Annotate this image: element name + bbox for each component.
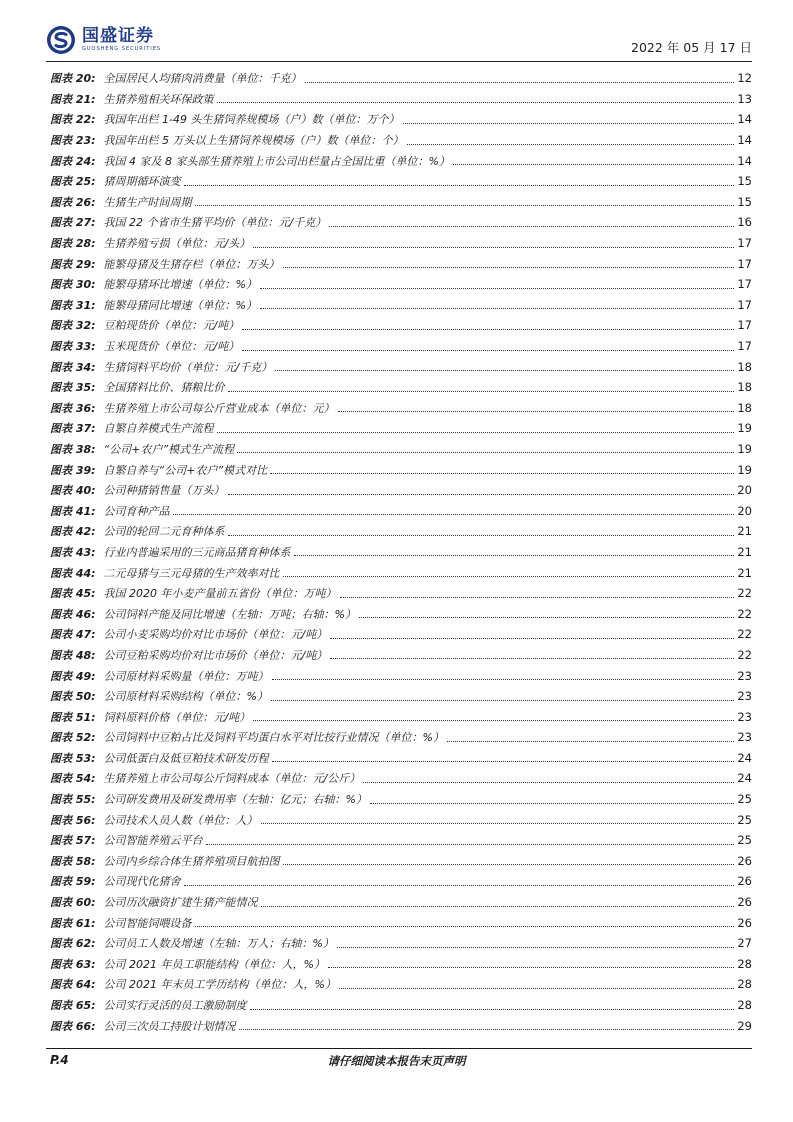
figure-label: 图表 58:	[50, 854, 96, 868]
dot-leader	[275, 370, 734, 371]
figure-page-number: 19	[737, 421, 752, 436]
toc-entry[interactable]	[50, 315, 752, 336]
figure-page-number: 17	[737, 297, 752, 312]
toc-entry[interactable]	[50, 418, 752, 439]
company-logo	[46, 22, 161, 58]
figure-label: 图表 65:	[50, 999, 96, 1013]
dot-leader	[217, 432, 735, 433]
figure-page-number: 17	[737, 339, 752, 354]
figure-page-number: 26	[737, 895, 752, 910]
toc-entry[interactable]	[50, 150, 752, 171]
figure-page-number: 28	[737, 977, 752, 992]
toc-entry[interactable]	[50, 89, 752, 110]
figure-title: 生猪养殖上市公司每公斤营业成本（单位：元）	[103, 401, 335, 415]
dot-leader	[195, 926, 735, 927]
figure-label: 图表 52:	[50, 731, 96, 745]
figure-label: 图表 37:	[50, 422, 96, 436]
dot-leader	[237, 452, 734, 453]
figure-page-number: 26	[737, 915, 752, 930]
figure-label: 图表 31:	[50, 298, 96, 312]
toc-entry[interactable]	[50, 500, 752, 521]
figure-title: 公司 2021 年员工职能结构（单位：人，%）	[103, 957, 325, 971]
toc-entry[interactable]	[50, 706, 752, 727]
figure-page-number: 21	[737, 565, 752, 580]
toc-entry[interactable]	[50, 748, 752, 769]
figure-page-number: 29	[737, 1018, 752, 1033]
figure-title: 生猪养殖上市公司每公斤饲料成本（单位：元/公斤）	[103, 772, 361, 786]
figure-label: 图表 42:	[50, 525, 96, 539]
footer-divider	[46, 1048, 752, 1049]
figure-title: 公司育种产品	[103, 504, 170, 518]
figure-page-number: 14	[737, 133, 752, 148]
dot-leader	[272, 761, 735, 762]
figure-title: 行业内普遍采用的三元商品猪育种体系	[103, 545, 291, 559]
figure-page-number: 26	[737, 853, 752, 868]
figure-title: 公司现代化猪舍	[103, 875, 181, 889]
figure-page-number: 27	[737, 936, 752, 951]
figure-label: 图表 33:	[50, 340, 96, 354]
figure-title: 自繁自养与“公司+农户”模式对比	[103, 463, 268, 477]
figure-label: 图表 46:	[50, 607, 96, 621]
toc-entry[interactable]	[50, 68, 752, 89]
toc-entry[interactable]	[50, 954, 752, 975]
dot-leader	[283, 576, 735, 577]
page-number: P.4	[50, 1053, 69, 1067]
dot-leader	[271, 700, 734, 701]
dot-leader	[370, 803, 734, 804]
figure-label: 图表 62:	[50, 937, 96, 951]
toc-entry[interactable]	[50, 398, 752, 419]
toc-entry[interactable]	[50, 686, 752, 707]
toc-entry[interactable]	[50, 233, 752, 254]
figure-label: 图表 54:	[50, 772, 96, 786]
dot-leader	[250, 1009, 735, 1010]
figure-page-number: 25	[737, 812, 752, 827]
toc-entry[interactable]	[50, 995, 752, 1016]
figure-label: 图表 51:	[50, 710, 96, 724]
figure-title: 豆粕现货价（单位：元/吨）	[103, 319, 240, 333]
figure-page-number: 15	[737, 174, 752, 189]
figure-label: 图表 23:	[50, 134, 96, 148]
figure-page-number: 23	[737, 730, 752, 745]
toc-entry[interactable]	[50, 377, 752, 398]
dot-leader	[330, 658, 734, 659]
figure-title: 公司内乡综合体生猪养殖项目航拍图	[103, 854, 280, 868]
figure-label: 图表 64:	[50, 978, 96, 992]
figure-page-number: 25	[737, 792, 752, 807]
dot-leader	[283, 267, 735, 268]
figure-label: 图表 41:	[50, 504, 96, 518]
dot-leader	[184, 185, 735, 186]
figure-page-number: 26	[737, 874, 752, 889]
figure-label: 图表 22:	[50, 113, 96, 127]
figure-label: 图表 32:	[50, 319, 96, 333]
figure-label: 图表 45:	[50, 587, 96, 601]
figure-page-number: 14	[737, 153, 752, 168]
report-date: 2022 年 05 月 17 日	[631, 40, 752, 55]
figure-label: 图表 38:	[50, 442, 96, 456]
figure-page-number: 18	[737, 359, 752, 374]
figure-label: 图表 48:	[50, 648, 96, 662]
figure-page-number: 19	[737, 462, 752, 477]
dot-leader	[217, 102, 735, 103]
figure-title: 自繁自养模式生产流程	[103, 422, 214, 436]
figure-page-number: 17	[737, 318, 752, 333]
toc-entry[interactable]	[50, 933, 752, 954]
dot-leader	[261, 823, 735, 824]
figure-title: 全国居民人均猪肉消费量（单位：千克）	[103, 72, 302, 86]
toc-entry[interactable]	[50, 809, 752, 830]
figure-page-number: 17	[737, 256, 752, 271]
figure-title: 公司饲料中豆粕占比及饲料平均蛋白水平对比按行业情况（单位：%）	[103, 731, 444, 745]
figure-page-number: 23	[737, 709, 752, 724]
figure-page-number: 19	[737, 441, 752, 456]
figure-page-number: 15	[737, 194, 752, 209]
dot-leader	[447, 741, 734, 742]
dot-leader	[338, 411, 735, 412]
toc-entry[interactable]	[50, 439, 752, 460]
figure-label: 图表 56:	[50, 813, 96, 827]
dot-leader	[272, 679, 735, 680]
figure-page-number: 22	[737, 606, 752, 621]
figure-label: 图表 40:	[50, 484, 96, 498]
figure-title: 公司智能养殖云平台	[103, 834, 203, 848]
dot-leader	[260, 308, 734, 309]
toc-entry[interactable]	[50, 521, 752, 542]
toc-entry[interactable]	[50, 253, 752, 274]
figure-label: 图表 59:	[50, 875, 96, 889]
figure-page-number: 14	[737, 112, 752, 127]
page-header	[46, 22, 752, 58]
toc-entry[interactable]	[50, 583, 752, 604]
toc-entry[interactable]	[50, 665, 752, 686]
figure-title: “公司+农户”模式生产流程	[103, 442, 235, 456]
dot-leader	[339, 988, 734, 989]
figure-label: 图表 21:	[50, 92, 96, 106]
figure-title: 饲料原料价格（单位：元/吨）	[103, 710, 251, 724]
figure-title: 我国 4 家及 8 家头部生猪养殖上市公司出栏量占全国比重（单位：%）	[103, 154, 450, 168]
figure-title: 公司 2021 年末员工学历结构（单位：人，%）	[103, 978, 336, 992]
figure-page-number: 18	[737, 380, 752, 395]
figure-page-number: 17	[737, 236, 752, 251]
toc-entry[interactable]	[50, 480, 752, 501]
header-divider	[46, 61, 752, 62]
toc-entry[interactable]	[50, 542, 752, 563]
dot-leader	[337, 947, 734, 948]
logo-english-name: GUOSHENG SECURITIES	[82, 46, 162, 52]
figure-title: 生猪生产时间周期	[103, 195, 192, 209]
dot-leader	[206, 844, 735, 845]
figure-page-number: 21	[737, 544, 752, 559]
figure-title: 公司原材料采购量（单位：万吨）	[103, 669, 269, 683]
figure-label: 图表 29:	[50, 257, 96, 271]
toc-entry[interactable]	[50, 871, 752, 892]
figure-page-number: 25	[737, 833, 752, 848]
toc-entry[interactable]	[50, 645, 752, 666]
figure-page-number: 12	[737, 71, 752, 86]
figure-page-number: 20	[737, 503, 752, 518]
figure-label: 图表 43:	[50, 545, 96, 559]
disclaimer-notice: 请仔细阅读本报告末页声明	[327, 1054, 466, 1068]
dot-leader	[228, 494, 735, 495]
figure-title: 公司三次员工持股计划情况	[103, 1019, 236, 1033]
figure-label: 图表 44:	[50, 566, 96, 580]
figure-page-number: 22	[737, 647, 752, 662]
figure-label: 图表 30:	[50, 278, 96, 292]
dot-leader	[453, 164, 734, 165]
figure-page-number: 22	[737, 627, 752, 642]
figure-label: 图表 28:	[50, 237, 96, 251]
figure-label: 图表 24:	[50, 154, 96, 168]
dot-leader	[407, 144, 735, 145]
dot-leader	[363, 782, 734, 783]
dot-leader	[403, 123, 735, 124]
figure-title: 公司智能饲喂设备	[103, 916, 192, 930]
toc-entry[interactable]	[50, 192, 752, 213]
figure-title: 公司研发费用及研发费用率（左轴：亿元；右轴：%）	[103, 793, 367, 807]
dot-leader	[305, 82, 735, 83]
figure-title: 我国年出栏 1-49 头生猪饲养规模场（户）数（单位：万个）	[103, 113, 400, 127]
figure-label: 图表 20:	[50, 72, 96, 86]
figure-title: 公司低蛋白及低豆粕技术研发历程	[103, 751, 269, 765]
dot-leader	[261, 906, 735, 907]
figure-title: 公司种猪销售量（万头）	[103, 484, 225, 498]
dot-leader	[253, 247, 734, 248]
guosheng-logo-icon	[46, 25, 76, 55]
figure-title: 玉米现货价（单位：元/吨）	[103, 340, 240, 354]
dot-leader	[260, 288, 734, 289]
toc-entry[interactable]	[50, 171, 752, 192]
toc-entry[interactable]	[50, 274, 752, 295]
figure-title: 生猪养殖亏损（单位：元/头）	[103, 237, 251, 251]
figure-title: 公司历次融资扩建生猪产能情况	[103, 896, 258, 910]
figure-title: 公司员工人数及增速（左轴：万人；右轴：%）	[103, 937, 334, 951]
figure-title: 公司小麦采购均价对比市场价（单位：元/吨）	[103, 628, 328, 642]
dot-leader	[329, 226, 734, 227]
toc-entry[interactable]	[50, 727, 752, 748]
figure-title: 我国年出栏 5 万头以上生猪饲养规模场（户）数（单位：个）	[103, 134, 404, 148]
toc-entry[interactable]	[50, 130, 752, 151]
dot-leader	[239, 1029, 735, 1030]
toc-entry[interactable]	[50, 562, 752, 583]
dot-leader	[294, 555, 735, 556]
figure-page-number: 17	[737, 277, 752, 292]
figure-page-number: 13	[737, 91, 752, 106]
toc-entry[interactable]	[50, 789, 752, 810]
figure-label: 图表 53:	[50, 751, 96, 765]
toc-entry[interactable]	[50, 1015, 752, 1036]
figure-label: 图表 55:	[50, 793, 96, 807]
figure-label: 图表 66:	[50, 1019, 96, 1033]
figure-label: 图表 25:	[50, 175, 96, 189]
figure-label: 图表 27:	[50, 216, 96, 230]
figure-label: 图表 26:	[50, 195, 96, 209]
figure-page-number: 21	[737, 524, 752, 539]
figure-label: 图表 63:	[50, 957, 96, 971]
dot-leader	[328, 967, 734, 968]
figure-title: 公司的轮回二元育种体系	[103, 525, 225, 539]
figure-title: 能繁母猪环比增速（单位：%）	[103, 278, 257, 292]
figure-label: 图表 36:	[50, 401, 96, 415]
figure-title: 公司技术人员人数（单位：人）	[103, 813, 258, 827]
figure-label: 图表 60:	[50, 896, 96, 910]
figure-title: 生猪饲料平均价（单位：元/千克）	[103, 360, 273, 374]
figure-label: 图表 50:	[50, 690, 96, 704]
figure-title: 猪周期循环演变	[103, 175, 181, 189]
figure-title: 能繁母猪及生猪存栏（单位：万头）	[103, 257, 280, 271]
toc-entry[interactable]	[50, 295, 752, 316]
dot-leader	[195, 205, 735, 206]
figure-index-list	[50, 68, 752, 1036]
figure-title: 全国猪料比价、猪粮比价	[103, 381, 225, 395]
toc-entry[interactable]	[50, 851, 752, 872]
figure-page-number: 16	[737, 215, 752, 230]
dot-leader	[283, 864, 735, 865]
figure-label: 图表 49:	[50, 669, 96, 683]
figure-page-number: 20	[737, 483, 752, 498]
figure-label: 图表 35:	[50, 381, 96, 395]
toc-entry[interactable]	[50, 892, 752, 913]
dot-leader	[359, 617, 734, 618]
figure-page-number: 28	[737, 956, 752, 971]
toc-entry[interactable]	[50, 768, 752, 789]
figure-title: 我国 2020 年小麦产量前五省份（单位：万吨）	[103, 587, 337, 601]
figure-title: 公司实行灵活的员工激励制度	[103, 999, 247, 1013]
dot-leader	[184, 885, 735, 886]
figure-title: 生猪养殖相关环保政策	[103, 92, 214, 106]
figure-page-number: 28	[737, 998, 752, 1013]
toc-entry[interactable]	[50, 830, 752, 851]
dot-leader	[228, 535, 735, 536]
dot-leader	[330, 638, 734, 639]
toc-entry[interactable]	[50, 336, 752, 357]
figure-title: 公司豆粕采购均价对比市场价（单位：元/吨）	[103, 648, 328, 662]
toc-entry[interactable]	[50, 356, 752, 377]
figure-label: 图表 47:	[50, 628, 96, 642]
figure-page-number: 24	[737, 771, 752, 786]
toc-entry[interactable]	[50, 912, 752, 933]
dot-leader	[228, 391, 735, 392]
dot-leader	[340, 597, 735, 598]
dot-leader	[173, 514, 735, 515]
dot-leader	[242, 350, 734, 351]
figure-title: 公司原材料采购结构（单位：%）	[103, 690, 268, 704]
figure-label: 图表 34:	[50, 360, 96, 374]
figure-page-number: 18	[737, 400, 752, 415]
dot-leader	[242, 329, 734, 330]
dot-leader	[270, 473, 734, 474]
toc-entry[interactable]	[50, 109, 752, 130]
toc-entry[interactable]	[50, 974, 752, 995]
toc-entry[interactable]	[50, 212, 752, 233]
logo-chinese-name: 国盛证券	[82, 26, 154, 46]
figure-title: 公司饲料产能及同比增速（左轴：万吨；右轴：%）	[103, 607, 356, 621]
toc-entry[interactable]	[50, 603, 752, 624]
figure-page-number: 23	[737, 689, 752, 704]
figure-label: 图表 61:	[50, 916, 96, 930]
figure-title: 二元母猪与三元母猪的生产效率对比	[103, 566, 280, 580]
figure-page-number: 23	[737, 668, 752, 683]
figure-page-number: 22	[737, 586, 752, 601]
figure-title: 能繁母猪同比增速（单位：%）	[103, 298, 257, 312]
toc-entry[interactable]	[50, 459, 752, 480]
figure-label: 图表 57:	[50, 834, 96, 848]
figure-title: 我国 22 个省市生猪平均价（单位：元/千克）	[103, 216, 327, 230]
figure-label: 图表 39:	[50, 463, 96, 477]
dot-leader	[253, 720, 734, 721]
toc-entry[interactable]	[50, 624, 752, 645]
figure-page-number: 24	[737, 750, 752, 765]
